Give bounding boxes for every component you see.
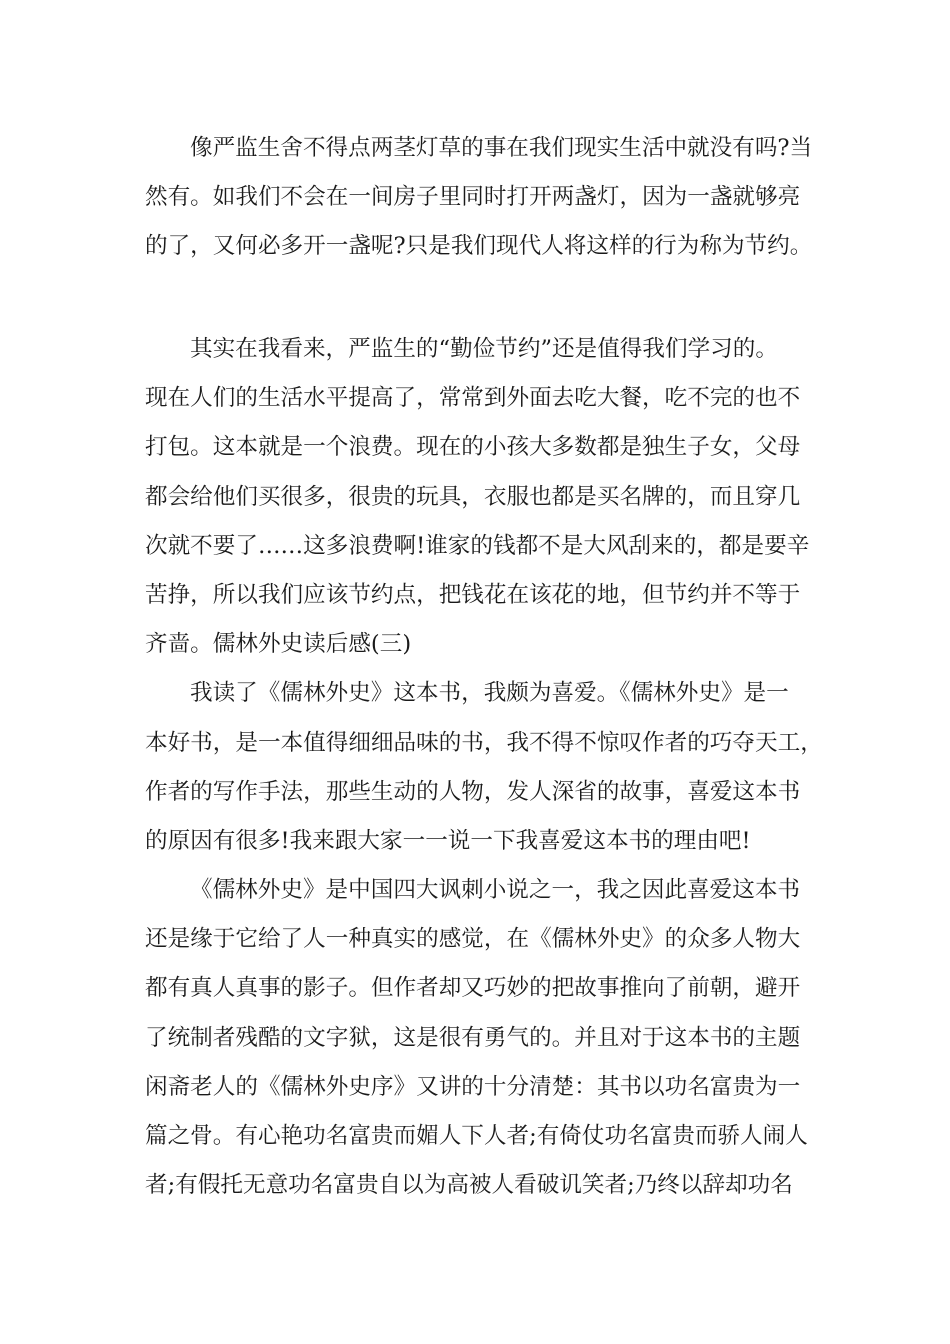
text-line: 作者的写作手法，那些生动的人物，发人深省的故事，喜爱这本书 [145,778,801,805]
text-line: 都会给他们买很多，很贵的玩具，衣服也都是买名牌的，而且穿几 [145,483,801,510]
text-line: 齐啬。儒林外史读后感(三) [145,631,412,658]
text-line: 然有。如我们不会在一间房子里同时打开两盏灯，因为一盏就够亮 [145,184,801,211]
text-line: 我读了《儒林外史》这本书，我颇为喜爱。《儒林外史》是一 [190,680,789,707]
text-line: 其实在我看来，严监生的“勤俭节约”还是值得我们学习的。 [190,336,778,362]
text-line: 次就不要了……这多浪费啊!谁家的钱都不是大风刮来的，都是要辛 [145,532,810,559]
text-line: 现在人们的生活水平提高了，常常到外面去吃大餐，吃不完的也不 [145,385,801,412]
paragraph-block-2 [145,325,825,1210]
text-line: 的原因有很多!我来跟大家一一说一下我喜爱这本书的理由吧! [145,827,751,854]
paragraph-block-1 [145,124,825,272]
text-line: 打包。这本就是一个浪费。现在的小孩大多数都是独生子女，父母 [145,434,801,461]
text-line: 本好书，是一本值得细细品味的书，我不得不惊叹作者的巧夺天工， [145,729,823,756]
text-line: 都有真人真事的影子。但作者却又巧妙的把故事推向了前朝，避开 [145,975,801,1002]
text-line: 还是缘于它给了人一种真实的感觉，在《儒林外史》的众多人物大 [145,926,801,953]
text-line: 闲斋老人的《儒林外史序》又讲的十分清楚：其书以功名富贵为一 [145,1073,801,1100]
text-line: 的了，又何必多开一盏呢?只是我们现代人将这样的行为称为节约。 [145,233,813,260]
text-line: 者;有假托无意功名富贵自以为高被人看破讥笑者;乃终以辞却功名 [145,1172,793,1199]
text-line: 《儒林外史》是中国四大讽刺小说之一，我之因此喜爱这本书 [190,877,801,904]
text-line: 了统制者残酷的文字狱，这是很有勇气的。并且对于这本书的主题 [145,1024,801,1051]
text-line: 像严监生舍不得点两茎灯草的事在我们现实生活中就没有吗?当 [190,135,813,161]
text-line: 苦挣，所以我们应该节约点，把钱花在该花的地，但节约并不等于 [145,581,801,608]
text-line: 篇之骨。有心艳功名富贵而媚人下人者;有倚仗功名富贵而骄人闹人 [145,1123,808,1149]
